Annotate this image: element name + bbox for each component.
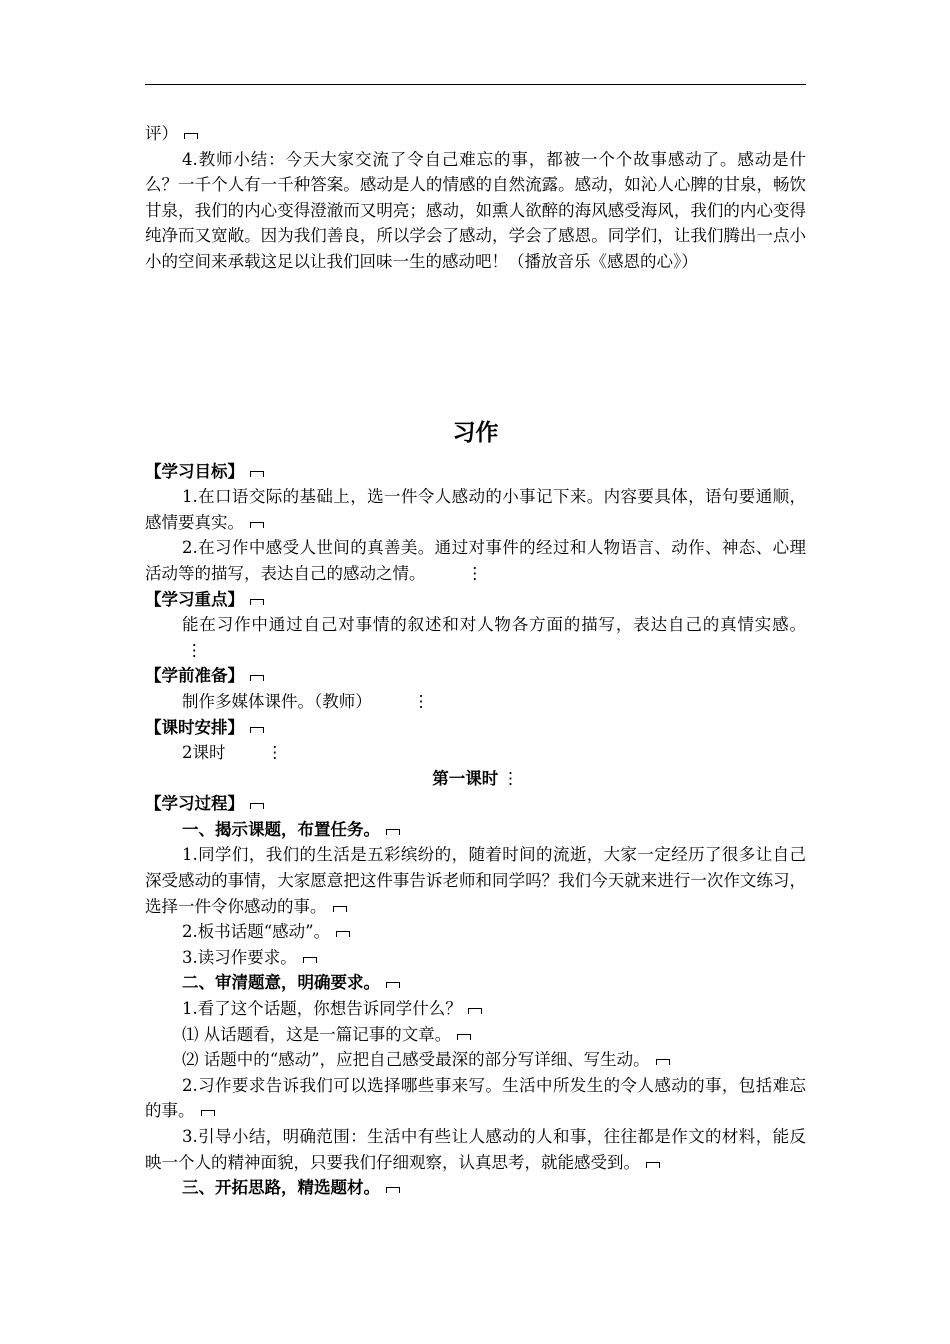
- return-mark-icon: [248, 597, 266, 607]
- step-2-item-1a: ⑴ 从话题看，这是一篇记事的文章。: [145, 1022, 806, 1048]
- step-1-item-2: 2.板书话题“感动”。: [145, 919, 806, 945]
- focus-heading: 【学习重点】: [145, 587, 806, 613]
- return-mark-icon: [384, 1185, 402, 1195]
- schedule-text: 2课时 ⋮: [145, 740, 806, 766]
- lesson-one-heading: 第一课时 ⋮: [145, 766, 806, 792]
- return-mark-icon: [248, 801, 266, 811]
- paragraph-continuation: 评）: [145, 121, 806, 147]
- return-mark-icon: [644, 1160, 662, 1170]
- process-heading: 【学习过程】: [145, 791, 806, 817]
- return-mark-icon: [182, 131, 200, 141]
- return-mark-icon: [455, 1032, 473, 1042]
- step-2-heading: 二、审清题意，明确要求。: [145, 970, 806, 996]
- return-mark-icon: [199, 1108, 217, 1118]
- vdots-icon: ⋮: [186, 640, 203, 660]
- goals-heading: 【学习目标】: [145, 459, 806, 485]
- focus-text: 能在习作中通过自己对事情的叙述和对人物各方面的描写，表达自己的真情实感。⋮: [145, 612, 806, 663]
- prep-text: 制作多媒体课件。（教师） ⋮: [145, 689, 806, 715]
- return-mark-icon: [248, 673, 266, 683]
- vdots-icon: ⋮: [466, 563, 483, 583]
- schedule-heading: 【课时安排】: [145, 715, 806, 741]
- return-mark-icon: [331, 904, 349, 914]
- step-2-item-2: 2.习作要求告诉我们可以选择哪些事来写。生活中所发生的令人感动的事，包括难忘的事。: [145, 1075, 806, 1121]
- step-2-item-3: 3.引导小结，明确范围：生活中有些让人感动的人和事，往往都是作文的材料，能反映一个人的精神面貌，只要我们仔细观察，认真思考，就能感受到。: [145, 1127, 806, 1172]
- vdots-icon: ⋮: [502, 768, 519, 788]
- step-2-item-1: 1.看了这个话题，你想告诉同学什么？: [145, 996, 806, 1022]
- teacher-summary: 4.教师小结：今天大家交流了令自己难忘的事，都被一个个故事感动了。感动是什么？一千个人有一千种答案。感动是人的情感的自然流露。感动，如沁人心脾的甘泉，畅饮甘泉，我们的内心变得澄澈而又明亮；感动，如熏人欲醉的海风感受海风，我们的内心变得纯净而又宽敞。因为我们善良，所以学会了感动，学会了感恩。同学们，让我们腾出一点小小的空间来承载这足以让我们回味一生的感动吧！（播放音乐《感恩的心》）: [145, 149, 806, 271]
- document-body: [145, 121, 806, 1201]
- return-mark-icon: [248, 520, 266, 530]
- return-mark-icon: [248, 725, 266, 735]
- goal-item-2: 2.在习作中感受人世间的真善美。通过对事件的经过和人物语言、动作、神态、心理活动等的描写，表达自己的感动之情。 ⋮: [145, 535, 806, 586]
- return-mark-icon: [248, 469, 266, 479]
- goal-item-1: 1.在口语交际的基础上，选一件令人感动的小事记下来。内容要具体，语句要通顺，感情要真实。: [145, 487, 806, 532]
- header-rule: [145, 84, 806, 85]
- return-mark-icon: [334, 929, 352, 939]
- return-mark-icon: [466, 1006, 484, 1016]
- page-title: 习作: [452, 419, 499, 446]
- return-mark-icon: [384, 980, 402, 990]
- vdots-icon: ⋮: [412, 691, 430, 711]
- step-1-item-1: 1.同学们，我们的生活是五彩缤纷的，随着时间的流逝，大家一定经历了很多让自己深受感动的事情，大家愿意把这件事告诉老师和同学吗？我们今天就来进行一次作文练习，选择一件令你感动的事。: [145, 845, 806, 916]
- return-mark-icon: [654, 1057, 672, 1067]
- step-1-heading: 一、揭示课题，布置任务。: [145, 817, 806, 843]
- step-2-item-1b: ⑵ 话题中的“感动”，应把自己感受最深的部分写详细、写生动。: [145, 1047, 806, 1073]
- return-mark-icon: [301, 955, 319, 965]
- step-1-item-3: 3.读习作要求。: [145, 945, 806, 971]
- return-mark-icon: [384, 827, 402, 837]
- vdots-icon: ⋮: [266, 743, 283, 763]
- prep-heading: 【学前准备】: [145, 663, 806, 689]
- step-3-heading: 三、开拓思路，精选题材。: [145, 1175, 806, 1201]
